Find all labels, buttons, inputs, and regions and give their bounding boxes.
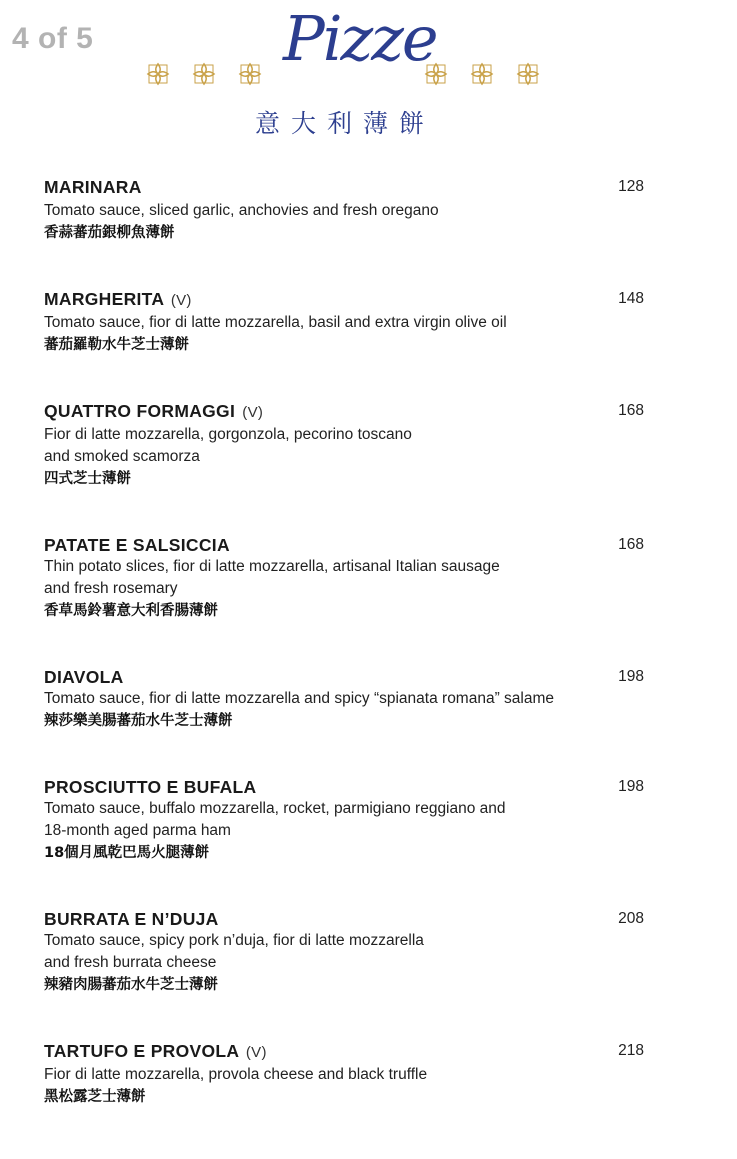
item-price: 198 [618, 668, 644, 685]
lotus-ornament-icon [516, 62, 540, 86]
item-description: Fior di latte mozzarella, gorgonzola, pecorino toscano [44, 426, 412, 443]
lotus-ornament-icon [424, 62, 448, 86]
item-description: Tomato sauce, buffalo mozzarella, rocket, parmigiano reggiano and [44, 800, 506, 817]
item-name: MARGHERITA [44, 289, 164, 309]
item-chinese-name: 蕃茄羅勒水牛芝士薄餅 [44, 337, 189, 353]
item-name-row [44, 776, 654, 798]
item-tag: (V) [245, 1044, 267, 1061]
menu-item [44, 908, 654, 996]
item-price: 218 [618, 1042, 644, 1059]
item-name-row [44, 176, 654, 200]
menu-list [44, 176, 654, 1108]
item-description: Tomato sauce, fior di latte mozzarella, basil and extra virgin olive oil [44, 314, 507, 331]
item-price: 168 [618, 536, 644, 553]
menu-item [44, 776, 654, 864]
item-price: 168 [618, 402, 644, 419]
item-tag: (V) [242, 404, 264, 421]
item-name: DIAVOLA [44, 667, 124, 687]
menu-item [44, 288, 654, 356]
item-price: 148 [618, 290, 644, 307]
item-description: Tomato sauce, fior di latte mozzarella and spicy “spianata romana” salame [44, 690, 555, 707]
menu-item [44, 666, 654, 732]
item-name: MARINARA [44, 177, 142, 197]
item-name-row [44, 400, 654, 424]
item-name: QUATTRO FORMAGGI [44, 401, 236, 421]
item-description: and fresh burrata cheese [44, 954, 217, 971]
item-description: Fior di latte mozzarella, provola cheese and black truffle [44, 1066, 428, 1083]
item-chinese-name: 香草馬鈴薯意大利香腸薄餅 [44, 603, 218, 619]
item-name: PATATE E SALSICCIA [44, 535, 230, 555]
item-price: 198 [618, 778, 644, 795]
item-chinese-name: 18個月風乾巴馬火腿薄餅 [44, 845, 210, 861]
item-name: TARTUFO E PROVOLA [44, 1041, 239, 1061]
item-name-row [44, 908, 654, 930]
item-price: 208 [618, 910, 644, 927]
item-description: Tomato sauce, spicy pork n’duja, fior di latte mozzarella [44, 932, 424, 949]
ornament-row-right [424, 62, 540, 86]
item-name: BURRATA E N’DUJA [44, 909, 219, 929]
section-title: Pizze [283, 2, 437, 75]
item-description: Thin potato slices, fior di latte mozzarella, artisanal Italian sausage [44, 558, 500, 575]
item-description: Tomato sauce, sliced garlic, anchovies and fresh oregano [44, 202, 439, 219]
menu-item [44, 400, 654, 490]
item-description: and smoked scamorza [44, 448, 200, 465]
item-chinese-name: 四式芝士薄餅 [44, 471, 131, 487]
menu-item [44, 534, 654, 622]
lotus-ornament-icon [146, 62, 170, 86]
ornament-row-left [146, 62, 262, 86]
item-chinese-name: 黑松露芝士薄餅 [44, 1089, 146, 1105]
item-chinese-name: 香蒜蕃茄銀柳魚薄餅 [44, 225, 175, 241]
menu-item [44, 176, 654, 244]
item-description: 18-month aged parma ham [44, 822, 231, 839]
lotus-ornament-icon [470, 62, 494, 86]
menu-item [44, 1040, 654, 1108]
item-description: and fresh rosemary [44, 580, 178, 597]
item-name-row [44, 1040, 654, 1064]
item-chinese-name: 辣莎樂美腸蕃茄水牛芝士薄餅 [44, 713, 233, 729]
lotus-ornament-icon [238, 62, 262, 86]
section-title-chinese: 意大利薄餅 [255, 109, 436, 138]
item-tag: (V) [170, 292, 192, 309]
item-name-row [44, 534, 654, 556]
item-chinese-name: 辣豬肉腸蕃茄水牛芝士薄餅 [44, 977, 218, 993]
item-name-row [44, 288, 654, 312]
item-price: 128 [618, 178, 644, 195]
item-name: PROSCIUTTO E BUFALA [44, 777, 257, 797]
lotus-ornament-icon [192, 62, 216, 86]
item-name-row [44, 666, 654, 688]
page-indicator: 4 of 5 [12, 22, 94, 55]
menu-header [0, 0, 737, 150]
